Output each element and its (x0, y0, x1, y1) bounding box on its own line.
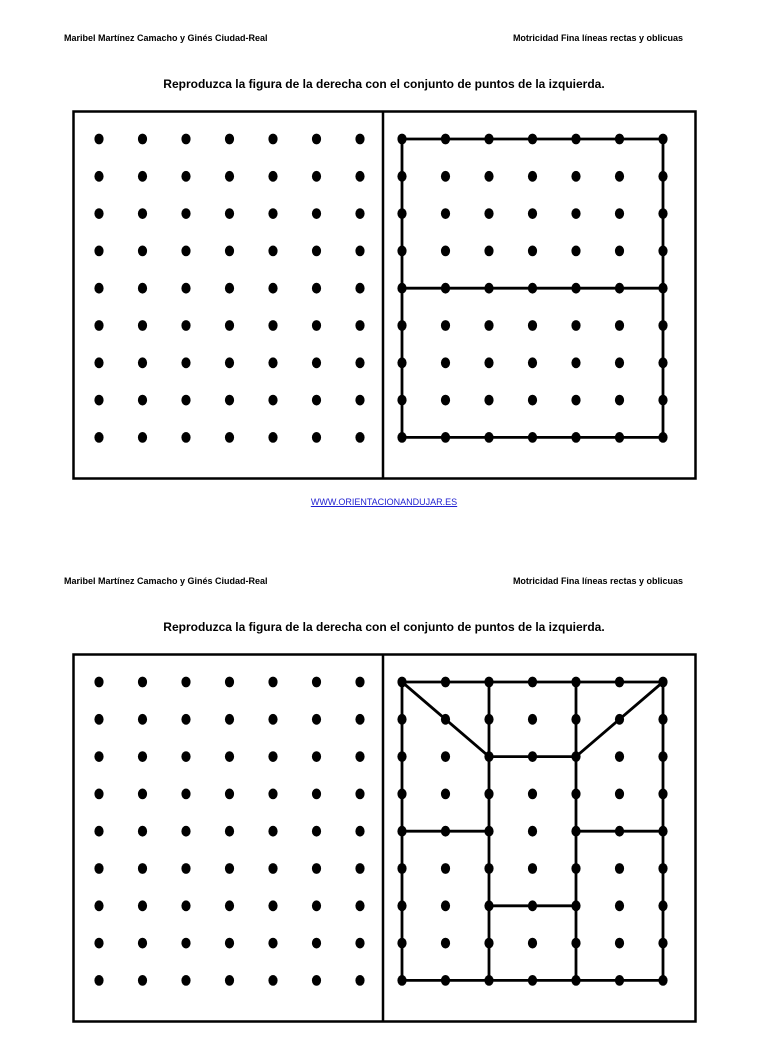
right-grid-dot (571, 863, 580, 874)
right-grid-dot (615, 826, 624, 837)
right-grid-dot (528, 900, 537, 911)
right-grid-dot (528, 208, 537, 219)
left-grid-dot (268, 863, 277, 874)
left-grid-dot (225, 826, 234, 837)
right-grid-dot (484, 900, 493, 911)
right-grid-dot (571, 714, 580, 725)
right-grid-dot (484, 134, 493, 145)
left-grid-dot (225, 938, 234, 949)
left-grid-dot (355, 975, 364, 986)
right-grid-dot (615, 900, 624, 911)
left-grid-dot (312, 357, 321, 368)
right-grid-dot (397, 283, 406, 294)
right-grid-dot (397, 789, 406, 800)
right-grid-dot (571, 357, 580, 368)
left-grid-dot (225, 283, 234, 294)
right-grid-dot (615, 863, 624, 874)
left-grid-dot (312, 320, 321, 331)
left-grid-dot (94, 246, 103, 257)
left-grid-dot (181, 283, 190, 294)
left-grid-dot (355, 714, 364, 725)
left-grid-dot (225, 246, 234, 257)
right-grid-dot (615, 789, 624, 800)
left-grid-dot (138, 863, 147, 874)
left-grid-dot (312, 134, 321, 145)
instruction-text: Reproduzca la figura de la derecha con el conjunto de puntos de la izquierda. (163, 77, 605, 91)
left-grid-dot (312, 863, 321, 874)
right-grid-dot (397, 357, 406, 368)
left-grid-dot (138, 208, 147, 219)
right-grid-dot (658, 863, 667, 874)
left-grid-dot (94, 357, 103, 368)
left-grid-dot (355, 826, 364, 837)
left-grid-dot (312, 246, 321, 257)
header-authors: Maribel Martínez Camacho y Ginés Ciudad-Real (64, 33, 268, 43)
right-grid-dot (615, 208, 624, 219)
left-grid-dot (138, 826, 147, 837)
left-grid-dot (181, 134, 190, 145)
header-topic: Motricidad Fina líneas rectas y oblicuas (512, 576, 683, 586)
right-grid-dot (571, 320, 580, 331)
right-grid-dot (441, 900, 450, 911)
right-grid-dot (397, 246, 406, 257)
right-grid-dot (528, 677, 537, 688)
right-grid-dot (441, 975, 450, 986)
left-grid-dot (138, 246, 147, 257)
left-grid-dot (312, 677, 321, 688)
left-grid-dot (312, 432, 321, 443)
right-grid-dot (571, 171, 580, 182)
left-grid-dot (181, 826, 190, 837)
instruction-text: Reproduzca la figura de la derecha con el conjunto de puntos de la izquierda. (163, 620, 605, 634)
left-grid-dot (94, 134, 103, 145)
right-grid-dot (615, 246, 624, 257)
left-grid-dot (268, 789, 277, 800)
left-grid-dot (138, 171, 147, 182)
right-grid-dot (528, 171, 537, 182)
left-grid-dot (355, 320, 364, 331)
left-grid-dot (225, 863, 234, 874)
right-grid-dot (441, 714, 450, 725)
right-grid-dot (615, 751, 624, 762)
left-grid-dot (138, 751, 147, 762)
worksheet-section-1 (0, 0, 768, 512)
right-grid-dot (484, 357, 493, 368)
left-grid-dot (94, 208, 103, 219)
right-grid-dot (658, 751, 667, 762)
left-grid-dot (268, 208, 277, 219)
right-grid-dot (441, 826, 450, 837)
right-grid-dot (528, 826, 537, 837)
left-grid-dot (94, 751, 103, 762)
left-grid-dot (181, 208, 190, 219)
right-grid-dot (397, 171, 406, 182)
left-grid-dot (355, 863, 364, 874)
left-grid-dot (225, 171, 234, 182)
left-grid-dot (94, 863, 103, 874)
left-grid-dot (94, 432, 103, 443)
right-grid-dot (484, 395, 493, 406)
right-grid-dot (615, 432, 624, 443)
right-grid-dot (615, 677, 624, 688)
right-grid-dot (615, 171, 624, 182)
right-grid-dot (397, 938, 406, 949)
right-grid-dot (528, 789, 537, 800)
left-grid-dot (312, 826, 321, 837)
right-grid-dot (658, 208, 667, 219)
right-grid-dot (441, 283, 450, 294)
left-grid-dot (312, 900, 321, 911)
right-grid-dot (528, 975, 537, 986)
left-grid-dot (181, 938, 190, 949)
right-grid-dot (658, 320, 667, 331)
left-grid-dot (225, 975, 234, 986)
right-grid-dot (397, 751, 406, 762)
right-grid-dot (484, 863, 493, 874)
right-grid-dot (441, 677, 450, 688)
right-grid-dot (528, 320, 537, 331)
dot-grid-exercise-1 (72, 110, 697, 480)
right-grid-dot (658, 432, 667, 443)
right-grid-dot (571, 826, 580, 837)
left-grid-dot (355, 900, 364, 911)
left-grid-dot (268, 938, 277, 949)
left-grid-dot (355, 208, 364, 219)
right-grid-dot (397, 320, 406, 331)
left-grid-dot (355, 134, 364, 145)
right-grid-dot (441, 320, 450, 331)
left-grid-dot (268, 826, 277, 837)
right-grid-dot (658, 395, 667, 406)
left-grid-dot (225, 714, 234, 725)
left-grid-dot (181, 751, 190, 762)
right-grid-dot (571, 395, 580, 406)
right-grid-dot (658, 789, 667, 800)
right-grid-dot (658, 246, 667, 257)
right-grid-dot (528, 357, 537, 368)
left-grid-dot (181, 900, 190, 911)
left-grid-dot (355, 789, 364, 800)
left-grid-dot (94, 283, 103, 294)
right-grid-dot (658, 283, 667, 294)
left-grid-dot (225, 395, 234, 406)
right-grid-dot (658, 938, 667, 949)
left-grid-dot (138, 789, 147, 800)
left-grid-dot (181, 789, 190, 800)
right-grid-dot (615, 134, 624, 145)
left-grid-dot (268, 395, 277, 406)
right-grid-dot (397, 975, 406, 986)
right-grid-dot (397, 395, 406, 406)
left-grid-dot (225, 432, 234, 443)
left-grid-dot (355, 357, 364, 368)
left-grid-dot (355, 432, 364, 443)
left-grid-dot (355, 246, 364, 257)
left-grid-dot (312, 975, 321, 986)
left-grid-dot (312, 208, 321, 219)
right-grid-dot (528, 246, 537, 257)
right-grid-dot (397, 826, 406, 837)
right-grid-dot (397, 900, 406, 911)
left-grid-dot (138, 900, 147, 911)
right-grid-dot (658, 134, 667, 145)
right-grid-dot (571, 677, 580, 688)
left-grid-dot (268, 975, 277, 986)
left-grid-dot (94, 714, 103, 725)
left-grid-dot (225, 134, 234, 145)
left-grid-dot (312, 789, 321, 800)
left-grid-dot (181, 357, 190, 368)
left-grid-dot (181, 714, 190, 725)
left-grid-dot (312, 395, 321, 406)
right-grid-dot (397, 432, 406, 443)
right-grid-dot (571, 208, 580, 219)
right-grid-dot (571, 975, 580, 986)
right-grid-dot (484, 975, 493, 986)
right-grid-dot (528, 938, 537, 949)
right-grid-dot (615, 714, 624, 725)
left-grid-dot (268, 677, 277, 688)
left-grid-dot (94, 677, 103, 688)
left-grid-dot (355, 938, 364, 949)
right-grid-dot (484, 714, 493, 725)
right-grid-dot (484, 677, 493, 688)
right-grid-dot (658, 975, 667, 986)
exercise-frame (74, 655, 696, 1022)
left-grid-dot (138, 134, 147, 145)
right-grid-dot (484, 826, 493, 837)
right-grid-dot (658, 357, 667, 368)
left-grid-dot (268, 283, 277, 294)
right-grid-dot (571, 246, 580, 257)
left-grid-dot (225, 320, 234, 331)
left-grid-dot (181, 246, 190, 257)
left-grid-dot (181, 320, 190, 331)
right-grid-dot (441, 171, 450, 182)
right-grid-dot (658, 714, 667, 725)
left-grid-dot (312, 714, 321, 725)
right-grid-dot (484, 171, 493, 182)
right-grid-dot (484, 283, 493, 294)
right-grid-dot (571, 789, 580, 800)
left-grid-dot (312, 283, 321, 294)
left-grid-dot (268, 714, 277, 725)
left-grid-dot (94, 320, 103, 331)
left-grid-dot (138, 432, 147, 443)
left-grid-dot (181, 395, 190, 406)
right-grid-dot (397, 208, 406, 219)
right-grid-dot (658, 171, 667, 182)
right-grid-dot (484, 751, 493, 762)
right-grid-dot (397, 677, 406, 688)
right-grid-dot (658, 826, 667, 837)
right-grid-dot (571, 283, 580, 294)
right-grid-dot (528, 751, 537, 762)
left-grid-dot (181, 171, 190, 182)
right-grid-dot (615, 395, 624, 406)
left-grid-dot (355, 751, 364, 762)
right-grid-dot (528, 714, 537, 725)
left-grid-dot (225, 751, 234, 762)
right-grid-dot (484, 789, 493, 800)
right-grid-dot (441, 134, 450, 145)
left-grid-dot (225, 357, 234, 368)
right-grid-dot (441, 432, 450, 443)
left-grid-dot (138, 395, 147, 406)
left-grid-dot (268, 357, 277, 368)
right-grid-dot (528, 432, 537, 443)
right-grid-dot (528, 283, 537, 294)
left-grid-dot (138, 938, 147, 949)
left-grid-dot (94, 975, 103, 986)
left-grid-dot (268, 171, 277, 182)
right-grid-dot (441, 395, 450, 406)
left-grid-dot (312, 751, 321, 762)
right-grid-dot (484, 208, 493, 219)
right-grid-dot (658, 677, 667, 688)
left-grid-dot (94, 395, 103, 406)
left-grid-dot (225, 789, 234, 800)
right-grid-dot (397, 714, 406, 725)
left-grid-dot (94, 938, 103, 949)
right-grid-dot (484, 938, 493, 949)
right-grid-dot (441, 863, 450, 874)
right-grid-dot (571, 900, 580, 911)
left-grid-dot (181, 432, 190, 443)
left-grid-dot (94, 826, 103, 837)
exercise-frame (74, 112, 696, 479)
left-grid-dot (225, 900, 234, 911)
left-grid-dot (181, 863, 190, 874)
right-grid-dot (615, 283, 624, 294)
left-grid-dot (268, 751, 277, 762)
right-grid-dot (397, 134, 406, 145)
left-grid-dot (225, 677, 234, 688)
left-grid-dot (355, 283, 364, 294)
left-grid-dot (94, 900, 103, 911)
right-grid-dot (484, 432, 493, 443)
right-grid-dot (441, 357, 450, 368)
left-grid-dot (268, 432, 277, 443)
worksheet-section-2 (0, 543, 768, 1055)
right-grid-dot (615, 938, 624, 949)
left-grid-dot (355, 171, 364, 182)
left-grid-dot (355, 395, 364, 406)
right-grid-dot (441, 751, 450, 762)
right-grid-dot (528, 395, 537, 406)
right-grid-dot (658, 900, 667, 911)
left-grid-dot (312, 171, 321, 182)
right-grid-dot (528, 863, 537, 874)
left-grid-dot (181, 975, 190, 986)
right-grid-dot (571, 134, 580, 145)
right-grid-dot (441, 789, 450, 800)
left-grid-dot (138, 975, 147, 986)
left-grid-dot (181, 677, 190, 688)
left-grid-dot (312, 938, 321, 949)
header-topic: Motricidad Fina líneas rectas y oblicuas (512, 33, 683, 43)
right-grid-dot (615, 975, 624, 986)
right-grid-dot (571, 938, 580, 949)
right-grid-dot (397, 863, 406, 874)
left-grid-dot (268, 900, 277, 911)
website-link[interactable]: WWW.ORIENTACIONANDUJAR.ES (310, 497, 458, 507)
left-grid-dot (268, 320, 277, 331)
right-grid-dot (571, 751, 580, 762)
left-grid-dot (138, 320, 147, 331)
left-grid-dot (94, 789, 103, 800)
right-grid-dot (441, 246, 450, 257)
right-grid-dot (571, 432, 580, 443)
left-grid-dot (138, 283, 147, 294)
dot-grid-exercise-2 (72, 653, 697, 1023)
left-grid-dot (225, 208, 234, 219)
left-grid-dot (138, 357, 147, 368)
right-grid-dot (615, 320, 624, 331)
right-grid-dot (484, 246, 493, 257)
right-grid-dot (528, 134, 537, 145)
left-grid-dot (138, 677, 147, 688)
left-grid-dot (138, 714, 147, 725)
header-authors: Maribel Martínez Camacho y Ginés Ciudad-Real (64, 576, 268, 586)
right-grid-dot (441, 208, 450, 219)
left-grid-dot (355, 677, 364, 688)
left-grid-dot (268, 134, 277, 145)
left-grid-dot (268, 246, 277, 257)
right-grid-dot (615, 357, 624, 368)
right-grid-dot (441, 938, 450, 949)
right-grid-dot (484, 320, 493, 331)
left-grid-dot (94, 171, 103, 182)
